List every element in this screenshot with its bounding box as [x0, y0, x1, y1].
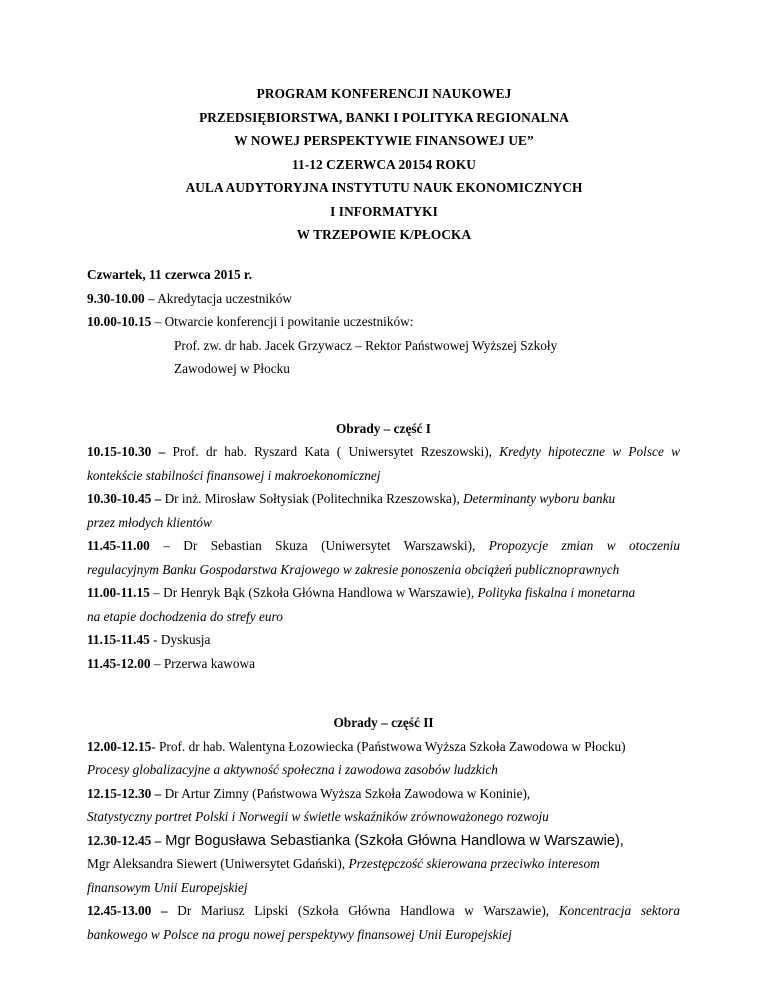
day-heading: Czwartek, 11 czerwca 2015 r. — [87, 267, 252, 282]
agenda-item-cont: kontekście stabilności finansowej i makroekonomicznej — [87, 467, 381, 483]
session-2-title: Obrady – część II — [333, 715, 434, 730]
agenda-item: 10.15-10.30 – Prof. dr hab. Ryszard Kata ( Uniwersytet Rzeszowski), Kredyty hipoteczne w Polsce w — [87, 444, 680, 459]
time-slot: 10.00-10.15 — [87, 314, 152, 329]
agenda-item: 10.00-10.15 – Otwarcie konferencji i powitanie uczestników: — [87, 314, 414, 329]
agenda-item-cont: Procesy globalizacyjne a aktywność społeczna i zawodowa zasobów ludzkich — [87, 762, 498, 777]
welcome-speaker: Prof. zw. dr hab. Jacek Grzywacz – Rektor Państwowej Wyższej Szkoły — [174, 337, 558, 353]
agenda-item: 9.30-10.00 – Akredytacja uczestników — [87, 290, 292, 306]
agenda-item-cont: Statystyczny portret Polski i Norwegii w świetle wskaźników zrównoważonego rozwoju — [87, 809, 549, 824]
welcome-speaker-cont: Zawodowej w Płocku — [174, 361, 290, 376]
title-line: AULA AUDYTORYJNA INSTYTUTU NAUK EKONOMICZNYCH — [185, 180, 583, 195]
program-content — [87, 263, 680, 946]
agenda-item-cont: bankowego w Polsce na progu nowej perspektywy finansowej Unii Europejskiej — [87, 926, 512, 942]
title-line: W NOWEJ PERSPEKTYWIE FINANSOWEJ UE” — [234, 133, 534, 148]
agenda-item: 12.45-13.00 – Dr Mariusz Lipski (Szkoła Główna Handlowa w Warszawie), Koncentracja sektora — [87, 903, 680, 918]
agenda-item: 10.30-10.45 – Dr inż. Mirosław Sołtysiak (Politechnika Rzeszowska), Determinanty wyboru banku — [87, 491, 616, 506]
agenda-item-cont: przez młodych klientów — [87, 514, 212, 530]
agenda-item-cont: Mgr Aleksandra Siewert (Uniwersytet Gdański), Przestępczość skierowana przeciwko interesom — [87, 856, 600, 871]
agenda-item: 11.15-11.45 - Dyskusja — [87, 632, 211, 647]
agenda-item-cont: finansowym Unii Europejskiej — [87, 879, 248, 895]
agenda-item: 11.45-12.00 – Przerwa kawowa — [87, 655, 256, 671]
agenda-item: 11.45-11.00 – Dr Sebastian Skuza (Uniwersytet Warszawski), Propozycje zmian w otoczeniu — [87, 538, 680, 553]
title-line: W TRZEPOWIE K/PŁOCKA — [296, 227, 472, 242]
agenda-item: 12.00-12.15- Prof. dr hab. Walentyna Łozowiecka (Państwowa Wyższa Szkoła Zawodowa w Płocku) — [87, 738, 626, 754]
title-line: PRZEDSIĘBIORSTWA, BANKI I POLITYKA REGIONALNA — [199, 109, 569, 125]
agenda-item: 11.00-11.15 – Dr Henryk Bąk (Szkoła Główna Handlowa w Warszawie), Polityka fiskalna i monetarna — [87, 585, 636, 600]
title-line: 11-12 CZERWCA 20154 ROKU — [291, 156, 477, 172]
title-line: I INFORMATYKI — [330, 203, 438, 219]
conference-title — [0, 82, 768, 247]
title-line: PROGRAM KONFERENCJI NAUKOWEJ — [256, 86, 512, 101]
agenda-item: 12.15-12.30 – Dr Artur Zimny (Państwowa Wyższa Szkoła Zawodowa w Koninie), — [87, 785, 531, 801]
agenda-item-cont: na etapie dochodzenia do strefy euro — [87, 608, 283, 624]
session-1-title: Obrady – część I — [336, 420, 431, 436]
agenda-item-cont: regulacyjnym Banku Gospodarstwa Krajowego w zakresie ponoszenia obciążeń publicznoprawnych — [87, 561, 620, 577]
time-slot: 9.30-10.00 — [87, 290, 145, 306]
agenda-item: 12.30-12.45 – Mgr Bogusława Sebastianka (Szkoła Główna Handlowa w Warszawie), — [87, 832, 624, 849]
